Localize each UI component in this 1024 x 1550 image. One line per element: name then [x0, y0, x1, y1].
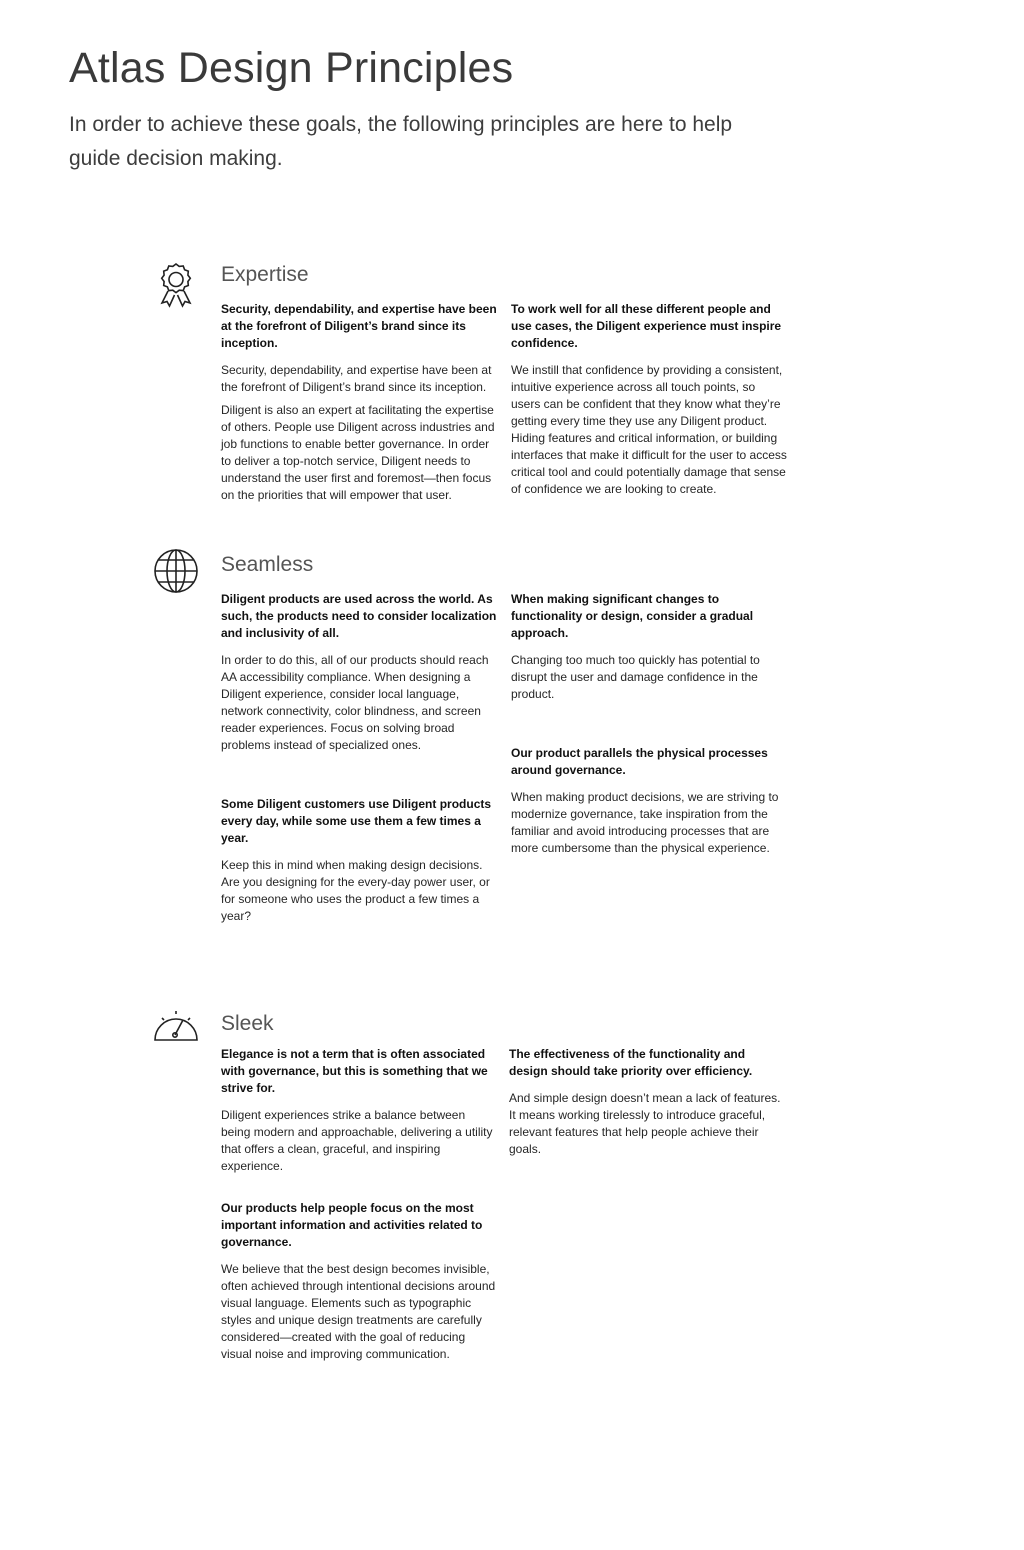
sleek-right-lead: The effectiveness of the functionality and design should take priority over efficiency.: [509, 1047, 753, 1078]
award-ribbon-icon: [150, 258, 202, 310]
expertise-left-paragraph-2: Diligent is also an expert at facilitating the expertise of others. People use Diligent across industries and job functions to enable better governance. In order to deliver a top-notch service, Diligent needs to understand the user first and foremost—then focus on the priorities that will empower that user.: [221, 403, 495, 502]
sleek-left-paragraph-2: We believe that the best design becomes invisible, often achieved through intentional decisions around visual language. Elements such as typographic styles and unique design treatments are carefully considered—created with the goal of reducing visual noise and improving communication.: [221, 1262, 496, 1361]
seamless-left-block-2: [221, 796, 497, 931]
expertise-right-lead: To work well for all these different people and use cases, the Diligent experience must inspire confidence.: [511, 302, 782, 350]
sleek-left-block-2: [221, 1200, 497, 1369]
seamless-right-lead: When making significant changes to functionality or design, consider a gradual approach.: [511, 592, 754, 640]
sleek-left-paragraph-1: Diligent experiences strike a balance between being modern and approachable, delivering a utility that offers a clean, graceful, and inspiring experience.: [221, 1108, 493, 1173]
sleek-left-lead: Elegance is not a term that is often associated with governance, but this is something that we strive for.: [221, 1047, 488, 1095]
seamless-left-column: [221, 591, 497, 760]
expertise-right-column: [511, 301, 787, 504]
seamless-left-paragraph-1: In order to do this, all of our products should reach AA accessibility compliance. When designing a Diligent experience, consider local language, network connectivity, color blindness, and screen reader experiences. Focus on solving broad problems instead of specialized ones.: [221, 653, 489, 752]
section-title-expertise: Expertise: [221, 263, 309, 286]
seamless-right-block-2: [511, 745, 787, 863]
section-title-sleek: Sleek: [221, 1012, 274, 1035]
sleek-right-column: [509, 1046, 785, 1164]
seamless-right-paragraph-1: Changing too much too quickly has potential to disrupt the user and damage confidence in the product.: [511, 653, 760, 701]
speedometer-icon: [150, 1002, 202, 1054]
expertise-right-paragraph-1: We instill that confidence by providing a consistent, intuitive experience across all touch points, so users can be confident that they know what they’re getting every time they use any Diligent product. Hiding features and critical information, or building interfaces that make it difficult for the user to access critical tool and could potentially damage that sense of confidence we are looking to create.: [511, 363, 787, 496]
sleek-left-column: [221, 1046, 497, 1181]
expertise-left-lead: Security, dependability, and expertise have been at the forefront of Diligent’s brand since its inception.: [221, 302, 497, 350]
globe-icon: [150, 545, 202, 597]
sleek-right-paragraph-1: And simple design doesn’t mean a lack of features. It means working tirelessly to introduce graceful, relevant features that help people achieve their goals.: [509, 1091, 781, 1156]
section-title-seamless: Seamless: [221, 553, 314, 576]
seamless-left-lead-2: Some Diligent customers use Diligent products every day, while some use them a few times a year.: [221, 797, 492, 845]
expertise-left-paragraph-1: Security, dependability, and expertise have been at the forefront of Diligent’s brand since its inception.: [221, 363, 492, 394]
sleek-left-lead-2: Our products help people focus on the most important information and activities related to governance.: [221, 1201, 483, 1249]
page-subtitle: In order to achieve these goals, the following principles are here to help guide decision making.: [69, 113, 733, 170]
seamless-left-paragraph-2: Keep this in mind when making design decisions. Are you designing for the every-day power user, or for someone who uses the product a few times a year?: [221, 858, 490, 923]
seamless-right-column: [511, 591, 787, 709]
seamless-right-lead-2: Our product parallels the physical processes around governance.: [511, 746, 768, 777]
expertise-left-column: [221, 301, 497, 510]
page-title: Atlas Design Principles: [69, 44, 514, 92]
seamless-right-paragraph-2: When making product decisions, we are striving to modernize governance, take inspiration from the familiar and avoid introducing processes that are more cumbersome than the physical experience.: [511, 790, 779, 855]
seamless-left-lead: Diligent products are used across the world. As such, the products need to consider localization and inclusivity of all.: [221, 592, 497, 640]
